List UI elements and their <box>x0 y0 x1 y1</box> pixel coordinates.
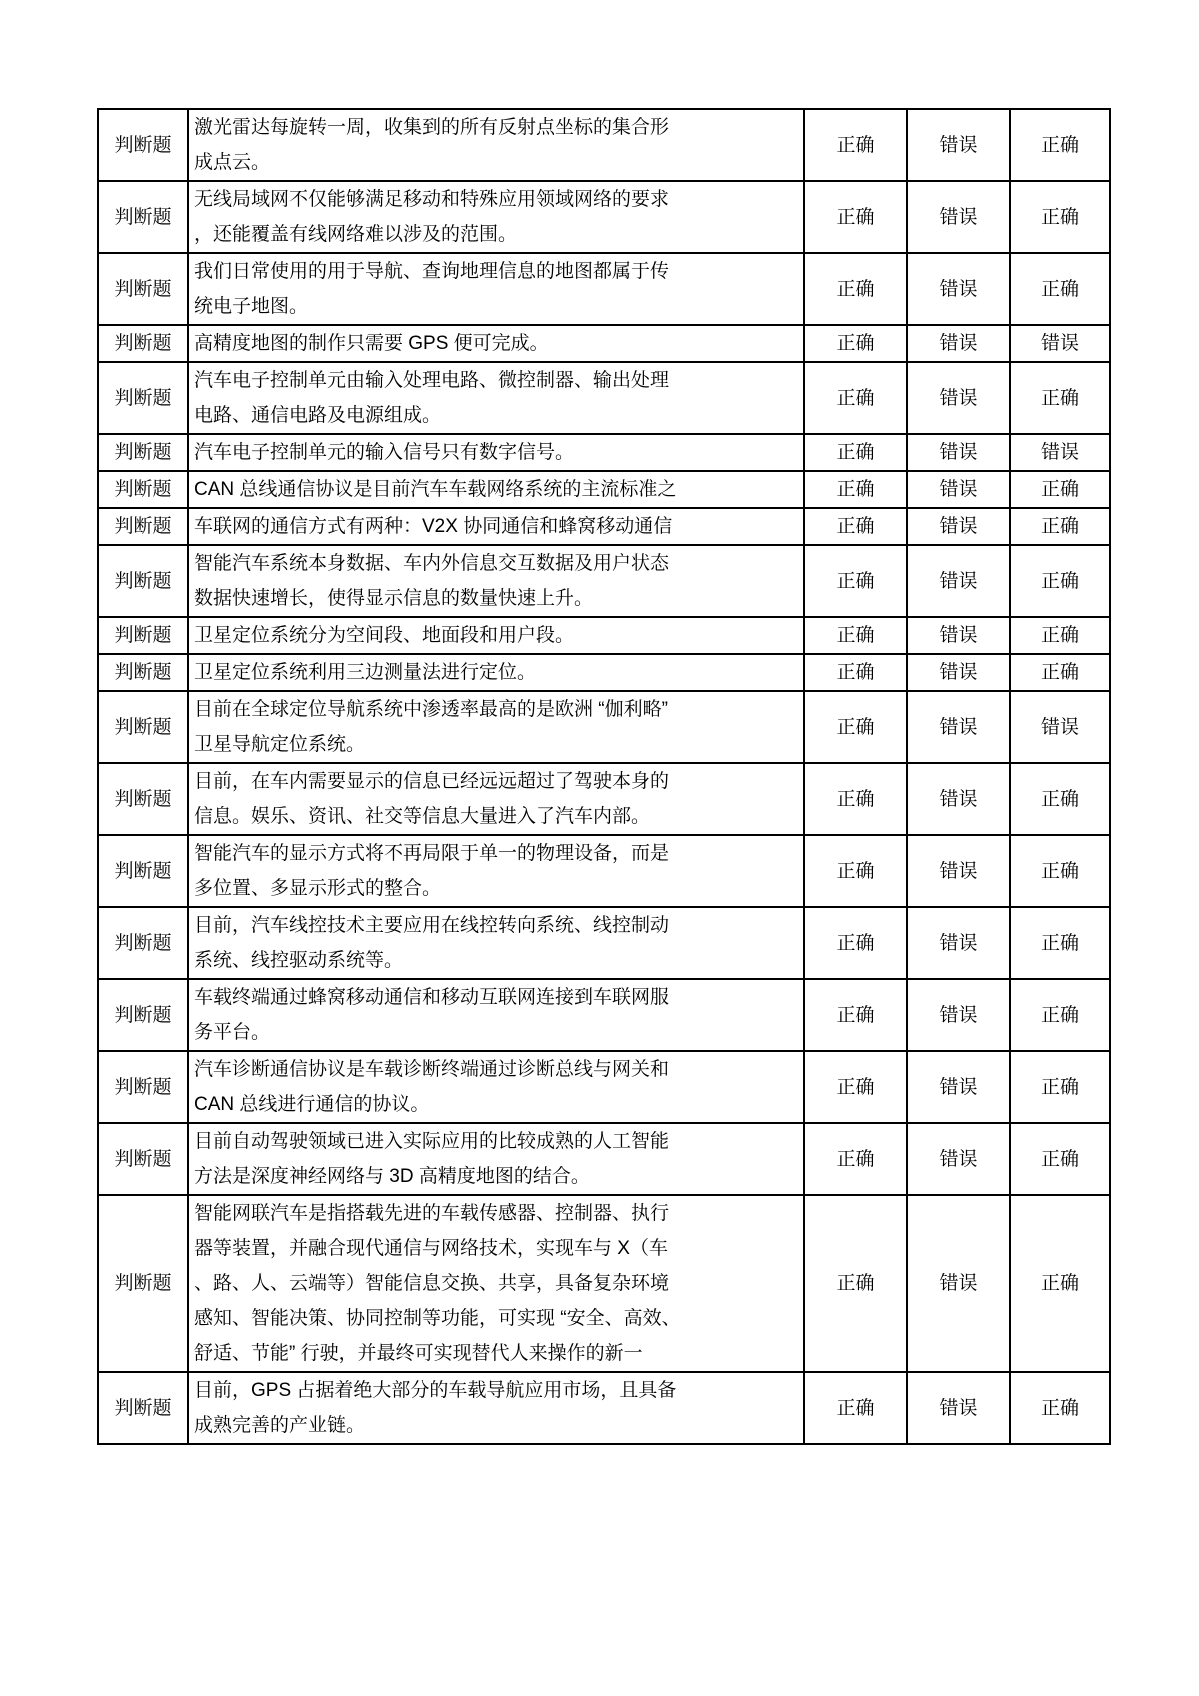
question-type-cell: 判断题 <box>98 471 188 508</box>
answer-cell: 正确 <box>1010 617 1110 654</box>
option-false-cell: 错误 <box>907 763 1010 835</box>
question-type-cell: 判断题 <box>98 362 188 434</box>
question-type-cell: 判断题 <box>98 691 188 763</box>
option-true-cell: 正确 <box>804 654 907 691</box>
question-text-cell <box>188 835 804 907</box>
question-type-cell: 判断题 <box>98 763 188 835</box>
option-false-cell: 错误 <box>907 654 1010 691</box>
option-true-cell: 正确 <box>804 545 907 617</box>
question-text: 目前，GPS 占据着绝大部分的车载导航应用市场，且具备成熟完善的产业链。 <box>194 1380 677 1436</box>
option-true-cell: 正确 <box>804 979 907 1051</box>
table-row <box>98 1051 1110 1123</box>
option-true-cell: 正确 <box>804 1051 907 1123</box>
question-text-cell <box>188 253 804 325</box>
question-text: 目前自动驾驶领域已进入实际应用的比较成熟的人工智能方法是深度神经网络与 3D 高精度地图的结合。 <box>194 1131 670 1187</box>
question-text: 目前，在车内需要显示的信息已经远远超过了驾驶本身的信息。娱乐、资讯、社交等信息大量进入了汽车内部。 <box>194 771 670 827</box>
option-true-cell: 正确 <box>804 508 907 545</box>
question-text: 汽车电子控制单元由输入处理电路、微控制器、输出处理电路、通信电路及电源组成。 <box>194 370 670 426</box>
question-text: 智能网联汽车是指搭载先进的车载传感器、控制器、执行器等装置，并融合现代通信与网络技术，实现车与 X（车、路、人、云端等）智能信息交换、共享，具备复杂环境感知、智能决策、协同控制等功能，可实现 “安全、高效、舒适、节能” 行驶，并最终可实现替代人来操作的新一 <box>194 1203 681 1364</box>
table-row <box>98 471 1110 508</box>
table-row <box>98 691 1110 763</box>
table-row <box>98 253 1110 325</box>
answer-cell: 正确 <box>1010 763 1110 835</box>
option-false-cell: 错误 <box>907 508 1010 545</box>
question-text: 卫星定位系统利用三边测量法进行定位。 <box>194 662 537 683</box>
question-text-cell <box>188 1051 804 1123</box>
option-true-cell: 正确 <box>804 907 907 979</box>
option-false-cell: 错误 <box>907 253 1010 325</box>
option-false-cell: 错误 <box>907 1123 1010 1195</box>
question-text: 车载终端通过蜂窝移动通信和移动互联网连接到车联网服务平台。 <box>194 987 670 1043</box>
table-row <box>98 907 1110 979</box>
question-text-cell <box>188 1123 804 1195</box>
option-true-cell: 正确 <box>804 181 907 253</box>
question-type-cell: 判断题 <box>98 508 188 545</box>
question-type-cell: 判断题 <box>98 253 188 325</box>
option-false-cell: 错误 <box>907 362 1010 434</box>
question-text: 汽车诊断通信协议是车载诊断终端通过诊断总线与网关和 CAN 总线进行通信的协议。 <box>194 1059 670 1115</box>
quiz-table-body <box>98 109 1110 1444</box>
question-type-cell: 判断题 <box>98 979 188 1051</box>
question-type-cell: 判断题 <box>98 434 188 471</box>
question-text: 高精度地图的制作只需要 GPS 便可完成。 <box>194 333 549 354</box>
option-true-cell: 正确 <box>804 325 907 362</box>
question-text: 目前，汽车线控技术主要应用在线控转向系统、线控制动系统、线控驱动系统等。 <box>194 915 670 971</box>
question-text-cell <box>188 508 804 545</box>
question-text-cell <box>188 907 804 979</box>
answer-cell: 正确 <box>1010 181 1110 253</box>
table-row <box>98 1372 1110 1444</box>
table-row <box>98 325 1110 362</box>
question-text-cell <box>188 763 804 835</box>
question-type-cell: 判断题 <box>98 181 188 253</box>
question-type-cell: 判断题 <box>98 1051 188 1123</box>
table-row <box>98 181 1110 253</box>
option-true-cell: 正确 <box>804 1123 907 1195</box>
option-false-cell: 错误 <box>907 617 1010 654</box>
option-true-cell: 正确 <box>804 617 907 654</box>
option-false-cell: 错误 <box>907 109 1010 181</box>
question-text-cell <box>188 181 804 253</box>
question-text: 激光雷达每旋转一周，收集到的所有反射点坐标的集合形成点云。 <box>194 117 670 173</box>
question-type-cell: 判断题 <box>98 545 188 617</box>
option-false-cell: 错误 <box>907 1372 1010 1444</box>
question-text: 卫星定位系统分为空间段、地面段和用户段。 <box>194 625 575 646</box>
table-row <box>98 109 1110 181</box>
question-type-cell: 判断题 <box>98 654 188 691</box>
option-false-cell: 错误 <box>907 1051 1010 1123</box>
question-text-cell <box>188 325 804 362</box>
option-false-cell: 错误 <box>907 907 1010 979</box>
option-false-cell: 错误 <box>907 471 1010 508</box>
table-row <box>98 835 1110 907</box>
table-row <box>98 979 1110 1051</box>
answer-cell: 正确 <box>1010 109 1110 181</box>
option-false-cell: 错误 <box>907 325 1010 362</box>
option-true-cell: 正确 <box>804 434 907 471</box>
option-true-cell: 正确 <box>804 1195 907 1372</box>
question-type-cell: 判断题 <box>98 835 188 907</box>
table-row <box>98 508 1110 545</box>
question-text-cell <box>188 617 804 654</box>
question-text-cell <box>188 979 804 1051</box>
question-text: CAN 总线通信协议是目前汽车车载网络系统的主流标准之 <box>194 479 677 500</box>
question-text-cell <box>188 691 804 763</box>
answer-cell: 正确 <box>1010 545 1110 617</box>
answer-cell: 错误 <box>1010 325 1110 362</box>
answer-cell: 正确 <box>1010 1051 1110 1123</box>
answer-cell: 正确 <box>1010 471 1110 508</box>
question-text: 汽车电子控制单元的输入信号只有数字信号。 <box>194 442 575 463</box>
answer-cell: 错误 <box>1010 691 1110 763</box>
answer-cell: 正确 <box>1010 835 1110 907</box>
table-row <box>98 654 1110 691</box>
option-true-cell: 正确 <box>804 362 907 434</box>
question-type-cell: 判断题 <box>98 617 188 654</box>
question-type-cell: 判断题 <box>98 325 188 362</box>
option-true-cell: 正确 <box>804 471 907 508</box>
answer-cell: 正确 <box>1010 1195 1110 1372</box>
option-false-cell: 错误 <box>907 545 1010 617</box>
answer-cell: 正确 <box>1010 362 1110 434</box>
question-text-cell <box>188 545 804 617</box>
option-true-cell: 正确 <box>804 763 907 835</box>
question-type-cell: 判断题 <box>98 1195 188 1372</box>
table-row <box>98 1195 1110 1372</box>
question-text: 智能汽车的显示方式将不再局限于单一的物理设备，而是多位置、多显示形式的整合。 <box>194 843 670 899</box>
question-text-cell <box>188 471 804 508</box>
option-false-cell: 错误 <box>907 434 1010 471</box>
answer-cell: 正确 <box>1010 253 1110 325</box>
quiz-table <box>97 108 1111 1445</box>
question-type-cell: 判断题 <box>98 1372 188 1444</box>
question-text: 智能汽车系统本身数据、车内外信息交互数据及用户状态数据快速增长，使得显示信息的数量快速上升。 <box>194 553 670 609</box>
table-row <box>98 362 1110 434</box>
option-false-cell: 错误 <box>907 979 1010 1051</box>
table-row <box>98 617 1110 654</box>
answer-cell: 正确 <box>1010 508 1110 545</box>
question-text: 我们日常使用的用于导航、查询地理信息的地图都属于传统电子地图。 <box>194 261 670 317</box>
table-row <box>98 545 1110 617</box>
answer-cell: 正确 <box>1010 654 1110 691</box>
question-text-cell <box>188 362 804 434</box>
answer-cell: 正确 <box>1010 979 1110 1051</box>
question-text-cell <box>188 1195 804 1372</box>
answer-cell: 正确 <box>1010 1372 1110 1444</box>
question-text: 车联网的通信方式有两种：V2X 协同通信和蜂窝移动通信 <box>194 516 673 537</box>
answer-cell: 错误 <box>1010 434 1110 471</box>
option-false-cell: 错误 <box>907 835 1010 907</box>
question-text: 无线局域网不仅能够满足移动和特殊应用领域网络的要求，还能覆盖有线网络难以涉及的范围。 <box>194 189 670 245</box>
option-false-cell: 错误 <box>907 181 1010 253</box>
option-true-cell: 正确 <box>804 109 907 181</box>
table-row <box>98 434 1110 471</box>
answer-cell: 正确 <box>1010 907 1110 979</box>
table-row <box>98 1123 1110 1195</box>
question-text-cell <box>188 434 804 471</box>
answer-cell: 正确 <box>1010 1123 1110 1195</box>
option-false-cell: 错误 <box>907 1195 1010 1372</box>
table-row <box>98 763 1110 835</box>
option-true-cell: 正确 <box>804 1372 907 1444</box>
question-text-cell <box>188 1372 804 1444</box>
question-text: 目前在全球定位导航系统中渗透率最高的是欧洲 “伽利略” 卫星导航定位系统。 <box>194 699 668 755</box>
question-text-cell <box>188 654 804 691</box>
question-text-cell <box>188 109 804 181</box>
option-true-cell: 正确 <box>804 253 907 325</box>
question-type-cell: 判断题 <box>98 907 188 979</box>
question-type-cell: 判断题 <box>98 109 188 181</box>
option-true-cell: 正确 <box>804 691 907 763</box>
option-false-cell: 错误 <box>907 691 1010 763</box>
option-true-cell: 正确 <box>804 835 907 907</box>
question-type-cell: 判断题 <box>98 1123 188 1195</box>
